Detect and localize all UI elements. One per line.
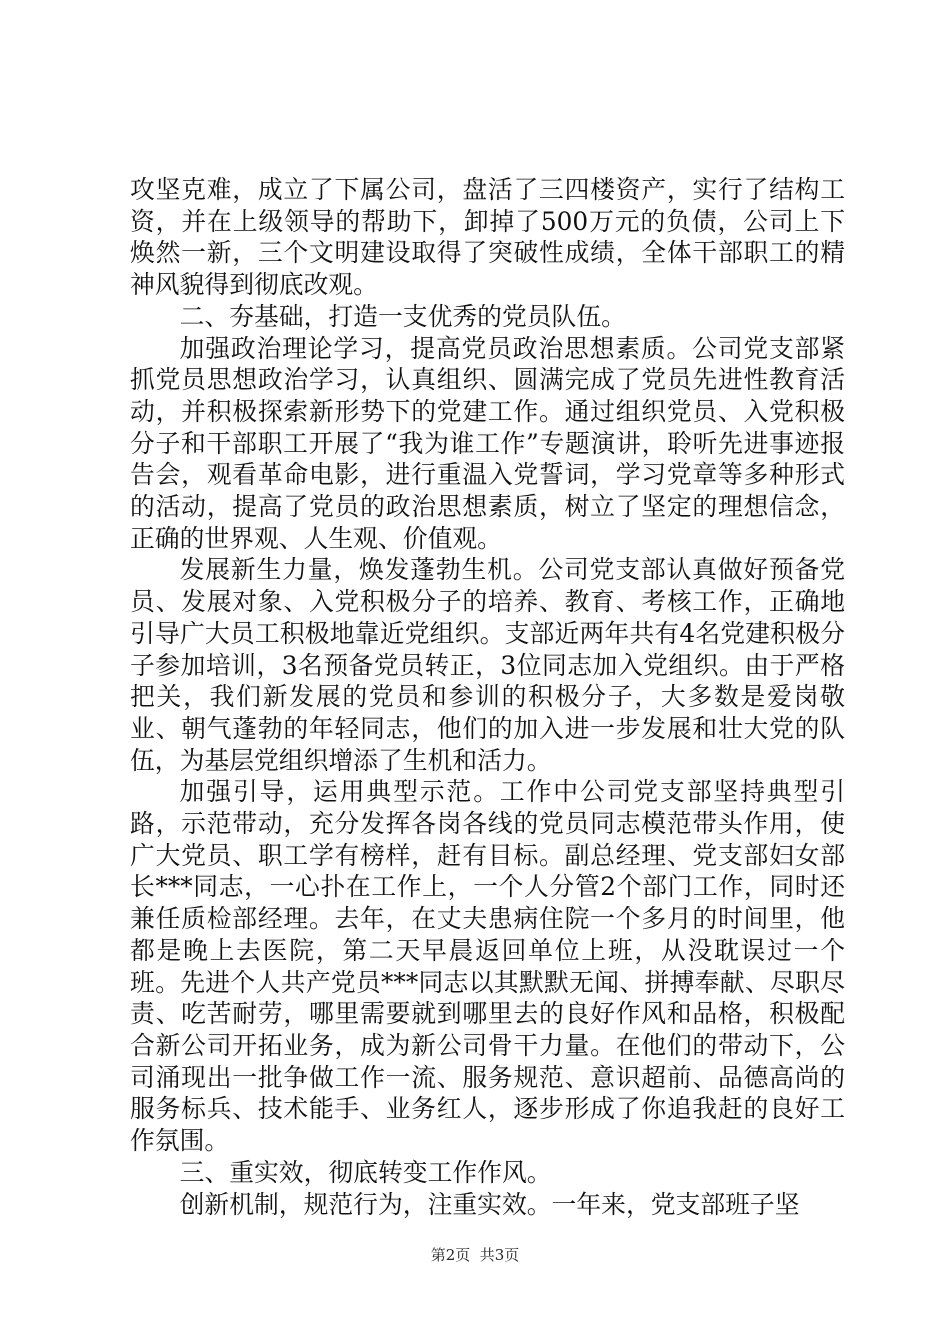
paragraph-new-members: 发展新生力量，焕发蓬勃生机。公司党支部认真做好预备党员、发展对象、入党积极分子的培养、教育、考核工作，正确地引导广大员工积极地靠近党组织。支部近两年共有4名党建积极分子参加培训，3名预备党员转正，3位同志加入党组织。由于严格把关，我们新发展的党员和参训的积极分子，大多数是爱岗敬业、朝气蓬勃的年轻同志，他们的加入进一步发展和壮大党的队伍，为基层党组织增添了生机和活力。	[130, 555, 845, 775]
section-heading-2: 二、夯基础，打造一支优秀的党员队伍。	[179, 301, 626, 331]
paragraph-role-models: 加强引导，运用典型示范。工作中公司党支部坚持典型引路，示范带动，充分发挥各岗各线的党员同志模范带头作用，使广大党员、职工学有榜样，赶有目标。副总经理、党支部妇女部长***同志，一心扑在工作上，一个人分管2个部门工作，同时还兼任质检部经理。去年，在丈夫患病住院一个多月的时间里，他都是晚上去医院，第二天早晨返回单位上班，从没耽误过一个班。先进个人共产党员***同志以其默默无闻、拼搏奉献、尽职尽责、吃苦耐劳，哪里需要就到哪里去的良好作风和品格，积极配合新公司开拓业务，成为新公司骨干力量。在他们的带动下，公司涌现出一批争做工作一流、服务规范、意识超前、品德高尚的服务标兵、技术能手、业务红人，逐步形成了你追我赶的良好工作氛围。	[130, 777, 845, 1156]
document-body	[130, 174, 845, 1220]
section-heading-3: 三、重实效，彻底转变工作作风。	[179, 1157, 552, 1187]
paragraph-innovation: 创新机制，规范行为，注重实效。一年来，党支部班子坚	[179, 1189, 800, 1219]
page-footer: 第2页 共3页	[430, 1246, 520, 1264]
paragraph-continued: 攻坚克难，成立了下属公司，盘活了三四楼资产，实行了结构工资，并在上级领导的帮助下，卸掉了500万元的负债，公司上下焕然一新，三个文明建设取得了突破性成绩，全体干部职工的精神风貌得到彻底改观。	[130, 175, 845, 300]
paragraph-political-study: 加强政治理论学习，提高党员政治思想素质。公司党支部紧抓党员思想政治学习，认真组织、圆满完成了党员先进性教育活动，并积极探索新形势下的党建工作。通过组织党员、入党积极分子和干部职工开展了“我为谁工作”专题演讲，聆听先进事迹报告会，观看革命电影，进行重温入党誓词，学习党章等多种形式的活动，提高了党员的政治思想素质，树立了坚定的理想信念，正确的世界观、人生观、价值观。	[130, 333, 845, 553]
